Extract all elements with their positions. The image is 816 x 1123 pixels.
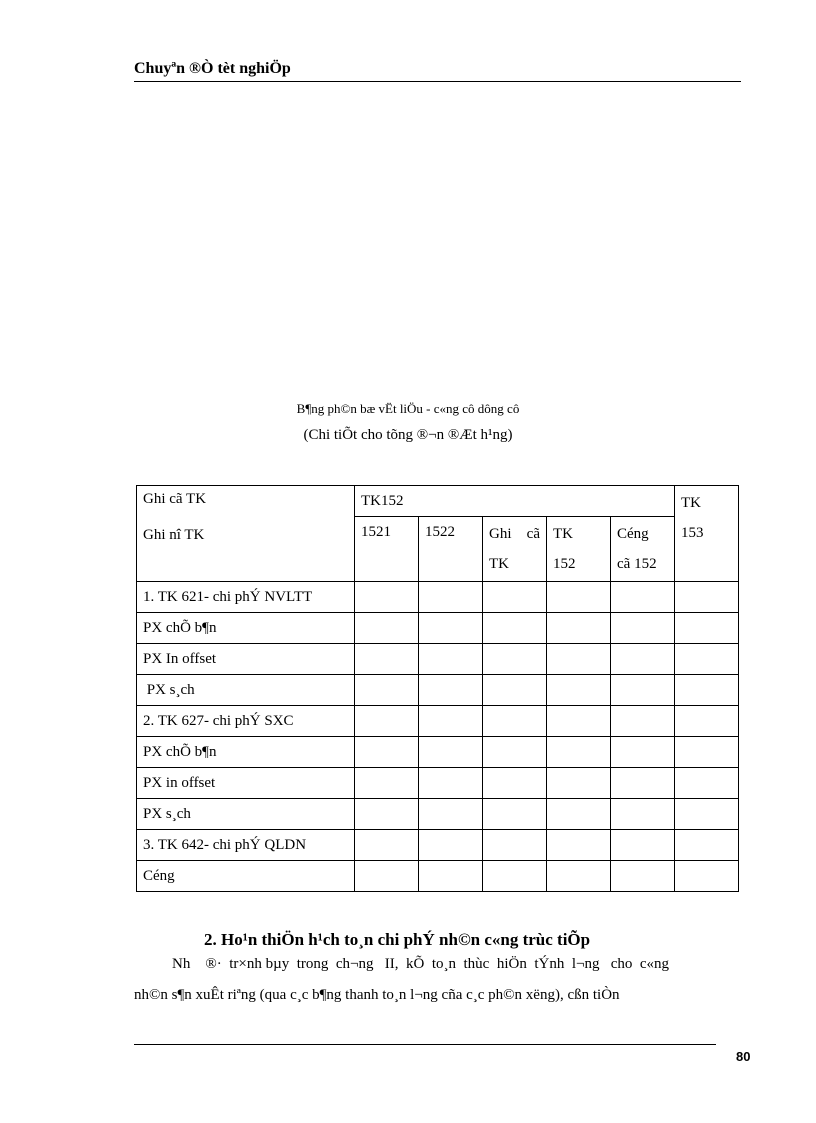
header-divider (134, 81, 741, 82)
tk152-a: TK (553, 526, 573, 542)
ghi-co-a: Ghi (489, 526, 512, 542)
footer-divider (134, 1044, 716, 1045)
col-cong-header (611, 517, 675, 582)
tk153-line2: 153 (681, 525, 704, 541)
table-row (137, 799, 739, 830)
debit-account-label: Ghi nî TK (143, 527, 205, 543)
row-label: PX s¸ch (137, 799, 355, 830)
paragraph-line-2: nh©n s¶n xuÊt riªng (qua c¸c b¶ng thanh to¸n l¬ng cña c¸c ph©n xëng), cßn tiÒn (134, 987, 620, 1003)
tk153-line1: TK (681, 495, 701, 511)
row-label: PX s¸ch (137, 675, 355, 706)
ghi-co-b: cã (526, 526, 540, 542)
cong-a: Céng (617, 526, 649, 542)
table-title: B¶ng ph©n bæ vËt liÖu - c«ng cô dông cô (296, 401, 520, 416)
allocation-table (136, 485, 739, 892)
table-row (137, 644, 739, 675)
table-row (137, 768, 739, 799)
row-label: PX chÕ b¶n (137, 613, 355, 644)
table-row (137, 582, 739, 613)
page-number: 80 (736, 1049, 751, 1064)
corner-header-cell (137, 486, 355, 582)
table-row (137, 613, 739, 644)
row-label: 3. TK 642- chi phÝ QLDN (137, 830, 355, 861)
row-label: Céng (137, 861, 355, 892)
table-row (137, 706, 739, 737)
table-subtitle: (Chi tiÕt cho tõng ®¬n ®Æt h¹ng) (303, 427, 513, 443)
row-label: 1. TK 621- chi phÝ NVLTT (137, 582, 355, 613)
row-label: PX in offset (137, 768, 355, 799)
section-heading: 2. Ho¹n thiÖn h¹ch to¸n chi phÝ nh©n c«ng trùc tiÕp (204, 930, 591, 949)
row-label: PX chÕ b¶n (137, 737, 355, 768)
table-row (137, 737, 739, 768)
paragraph-line-1: Nh ®· tr×nh bµy trong ch¬ng II, kÕ to¸n thùc hiÖn tÝnh l¬ng cho c«ng (172, 956, 670, 972)
table-row (137, 675, 739, 706)
table-row (137, 861, 739, 892)
tk153-header (675, 486, 739, 582)
tk152-group-header: TK152 (355, 486, 675, 517)
col-1521-header: 1521 (355, 517, 419, 582)
credit-account-label: Ghi cã TK (143, 491, 207, 507)
table-row (137, 830, 739, 861)
cong-b: cã 152 (617, 556, 657, 572)
col-ghi-co-header (483, 517, 547, 582)
page-header-title: Chuyªn ®Ò tèt nghiÖp (134, 60, 291, 77)
col-1522-header: 1522 (419, 517, 483, 582)
row-label: PX In offset (137, 644, 355, 675)
ghi-co-c: TK (489, 556, 509, 572)
row-label: 2. TK 627- chi phÝ SXC (137, 706, 355, 737)
tk152-b: 152 (553, 556, 576, 572)
col-tk152-header (547, 517, 611, 582)
